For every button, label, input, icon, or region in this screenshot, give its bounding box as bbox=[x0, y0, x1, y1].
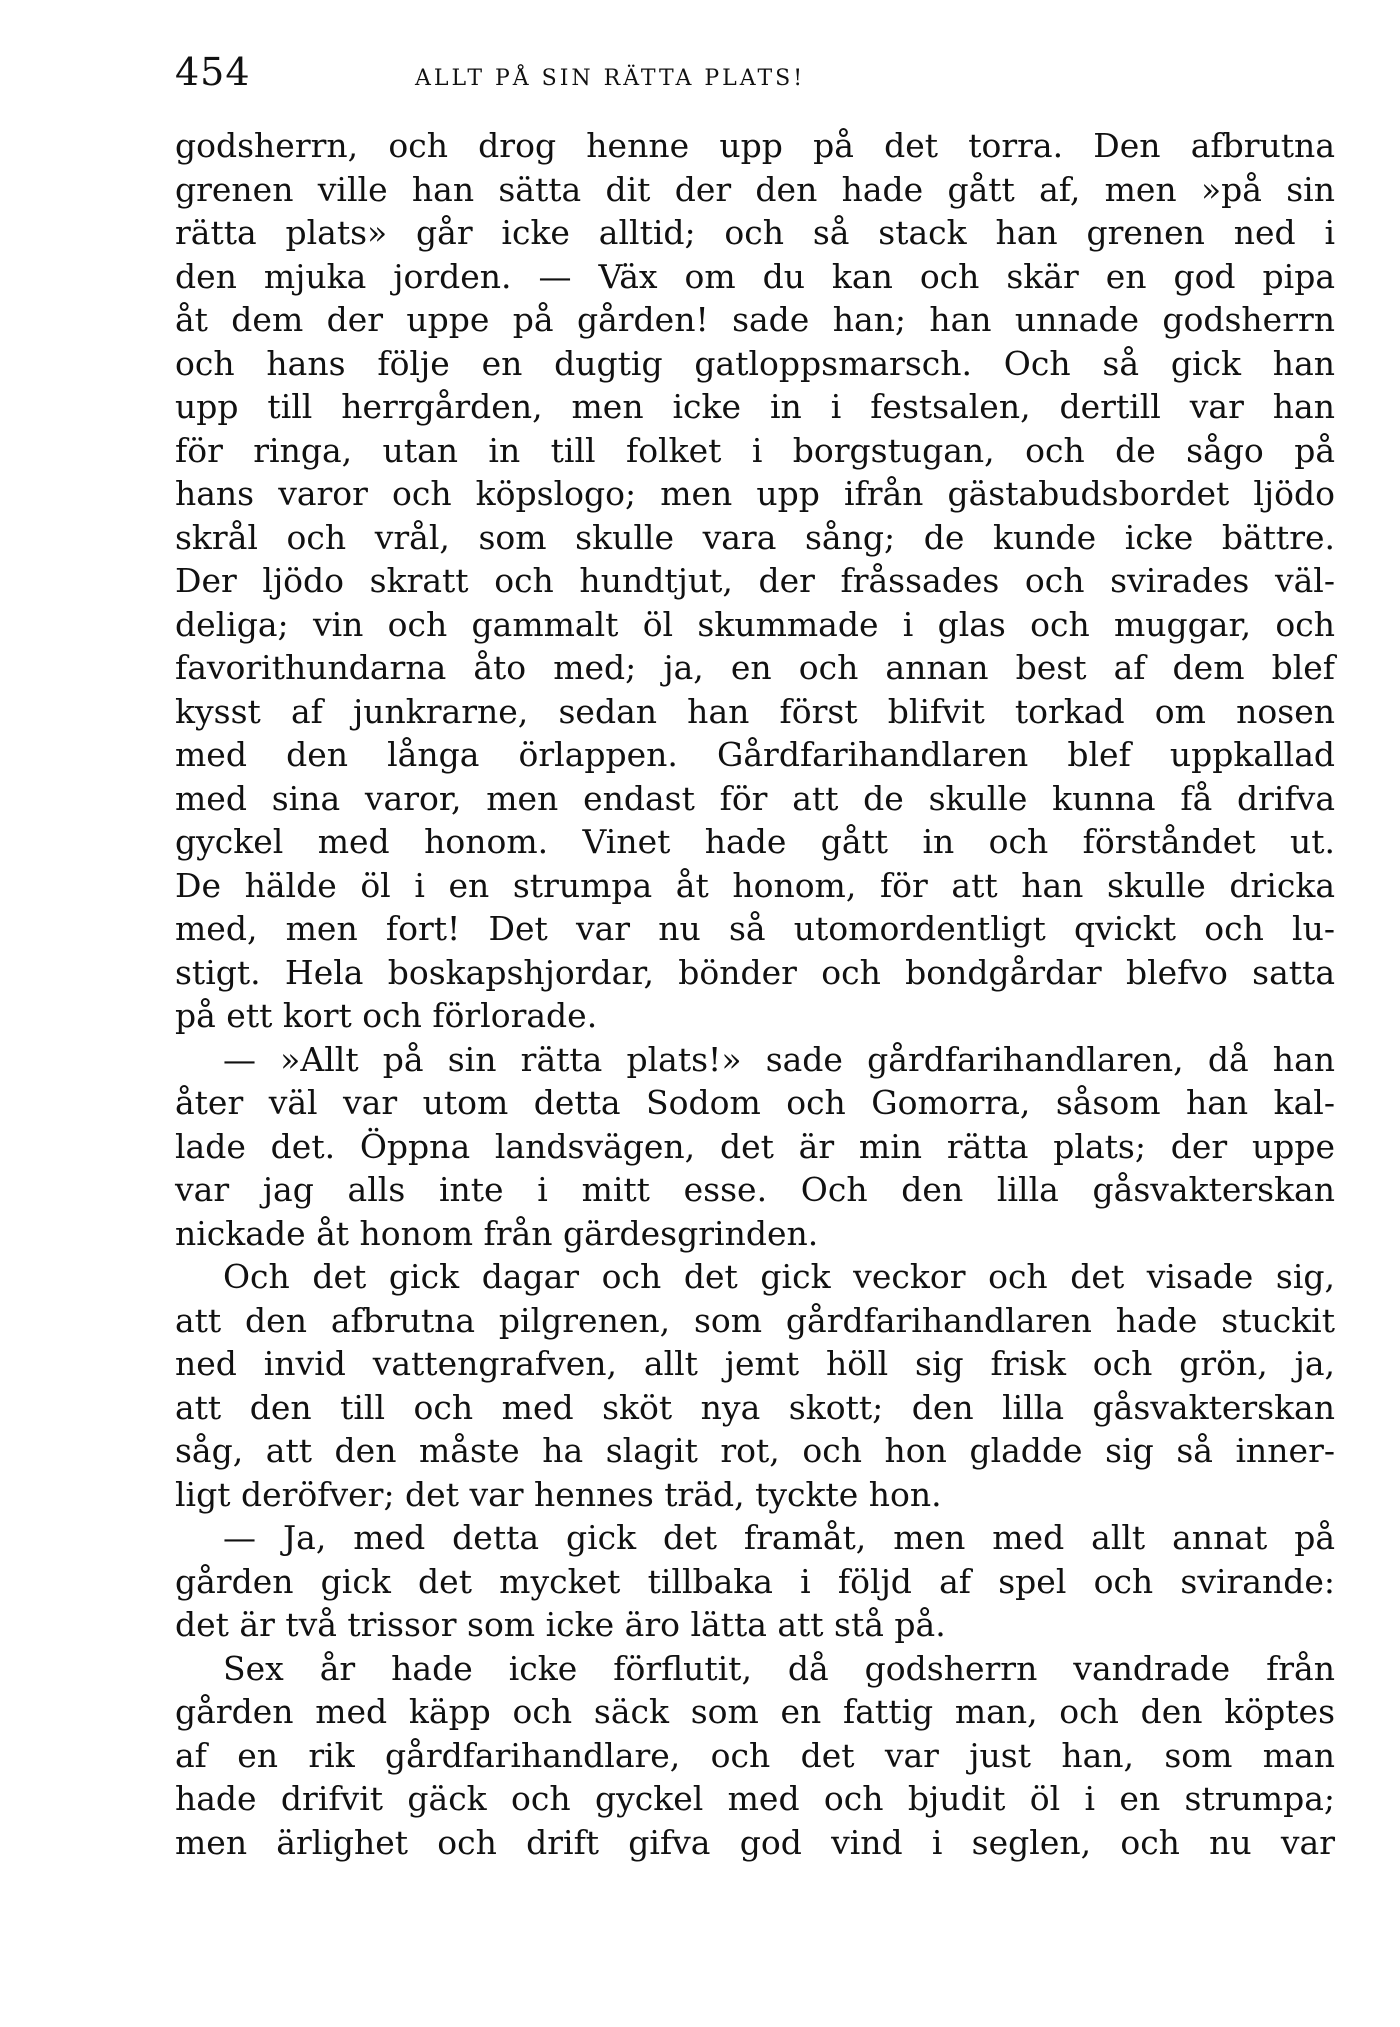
paragraph bbox=[175, 1038, 1335, 1256]
paragraph bbox=[175, 124, 1335, 1038]
text-line: att den afbrutna pilgrenen, som gårdfarihandlaren hade stuckit bbox=[175, 1300, 1335, 1340]
text-line: Der ljödo skratt och hundtjut, der fråssades och svirades väl- bbox=[175, 561, 1335, 600]
text-line: ligt deröfver; det var hennes träd, tyckte hon. bbox=[175, 1474, 942, 1514]
text-line: gården med käpp och säck som en fattig man, och den köptes bbox=[175, 1692, 1335, 1731]
text-line: stigt. Hela boskapshjordar, bönder och bondgårdar blefvo satta bbox=[175, 952, 1335, 992]
text-line: den mjuka jorden. — Väx om du kan och skär en god pipa bbox=[175, 256, 1335, 296]
text-line: såg, att den måste ha slagit rot, och hon gladde sig så inner- bbox=[175, 1431, 1335, 1470]
text-line: — »Allt på sin rätta plats!» sade gårdfarihandlaren, då han bbox=[223, 1039, 1335, 1079]
text-line: men ärlighet och drift gifva god vind i seglen, och nu var bbox=[175, 1822, 1335, 1862]
text-line: kysst af junkrarne, sedan han först blifvit torkad om nosen bbox=[175, 691, 1335, 731]
text-line: De hälde öl i en strumpa åt honom, för att han skulle dricka bbox=[175, 865, 1335, 905]
paragraph bbox=[175, 1516, 1335, 1647]
page-header bbox=[175, 50, 1335, 120]
text-line: åt dem der uppe på gården! sade han; han unnade godsherrn bbox=[175, 300, 1335, 339]
text-line: Sex år hade icke förflutit, då godsherrn vandrade från bbox=[223, 1648, 1335, 1688]
text-line: rätta plats» går icke alltid; och så stack han grenen ned i bbox=[175, 213, 1335, 252]
text-line: Och det gick dagar och det gick veckor och det visade sig, bbox=[223, 1257, 1335, 1296]
text-line: på ett kort och förlorade. bbox=[175, 996, 598, 1035]
text-line: åter väl var utom detta Sodom och Gomorra, såsom han kal- bbox=[175, 1083, 1335, 1122]
text-line: för ringa, utan in till folket i borgstugan, och de sågo på bbox=[175, 430, 1335, 470]
text-line: hade drifvit gäck och gyckel med och bjudit öl i en strumpa; bbox=[175, 1779, 1335, 1818]
text-line: upp till herrgården, men icke in i festsalen, dertill var han bbox=[175, 387, 1335, 426]
text-line: grenen ville han sätta dit der den hade gått af, men »på sin bbox=[175, 169, 1335, 209]
text-line: med den långa örlappen. Gårdfarihandlaren blef uppkallad bbox=[175, 735, 1335, 774]
text-line: det är två trissor som icke äro lätta att stå på. bbox=[175, 1605, 946, 1644]
text-line: nickade åt honom från gärdesgrinden. bbox=[175, 1213, 819, 1253]
text-line: — Ja, med detta gick det framåt, men med allt annat på bbox=[223, 1518, 1335, 1557]
text-line: med, men fort! Det var nu så utomordentligt qvickt och lu- bbox=[175, 909, 1335, 948]
paragraph bbox=[175, 1255, 1335, 1516]
text-line: med sina varor, men endast för att de skulle kunna få drifva bbox=[175, 778, 1335, 818]
book-page bbox=[175, 50, 1335, 1864]
text-line: ned invid vattengrafven, allt jemt höll sig frisk och grön, ja, bbox=[175, 1344, 1335, 1383]
text-line: af en rik gårdfarihandlare, och det var just han, som man bbox=[175, 1735, 1335, 1775]
text-line: var jag alls inte i mitt esse. Och den lilla gåsvakterskan bbox=[175, 1170, 1335, 1209]
paragraph bbox=[175, 1647, 1335, 1865]
text-line: gyckel med honom. Vinet hade gått in och förståndet ut. bbox=[175, 822, 1335, 861]
text-line: hans varor och köpslogo; men upp ifrån gästabudsbordet ljödo bbox=[175, 474, 1335, 513]
text-line: och hans följe en dugtig gatloppsmarsch. Och så gick han bbox=[175, 343, 1335, 383]
text-line: godsherrn, och drog henne upp på det torra. Den afbrutna bbox=[175, 126, 1335, 165]
text-line: favorithundarna åto med; ja, en och annan best af dem blef bbox=[175, 648, 1335, 687]
text-line: deliga; vin och gammalt öl skummade i glas och muggar, och bbox=[175, 604, 1335, 644]
text-line: lade det. Öppna landsvägen, det är min rätta plats; der uppe bbox=[175, 1126, 1335, 1166]
text-line: gården gick det mycket tillbaka i följd af spel och svirande: bbox=[175, 1561, 1335, 1601]
running-title: ALLT PÅ SIN RÄTTA PLATS! bbox=[415, 66, 806, 91]
text-line: skrål och vrål, som skulle vara sång; de kunde icke bättre. bbox=[175, 517, 1335, 557]
page-number: 454 bbox=[175, 50, 251, 94]
text-line: att den till och med sköt nya skott; den lilla gåsvakterskan bbox=[175, 1387, 1335, 1427]
body-text bbox=[175, 124, 1335, 1864]
